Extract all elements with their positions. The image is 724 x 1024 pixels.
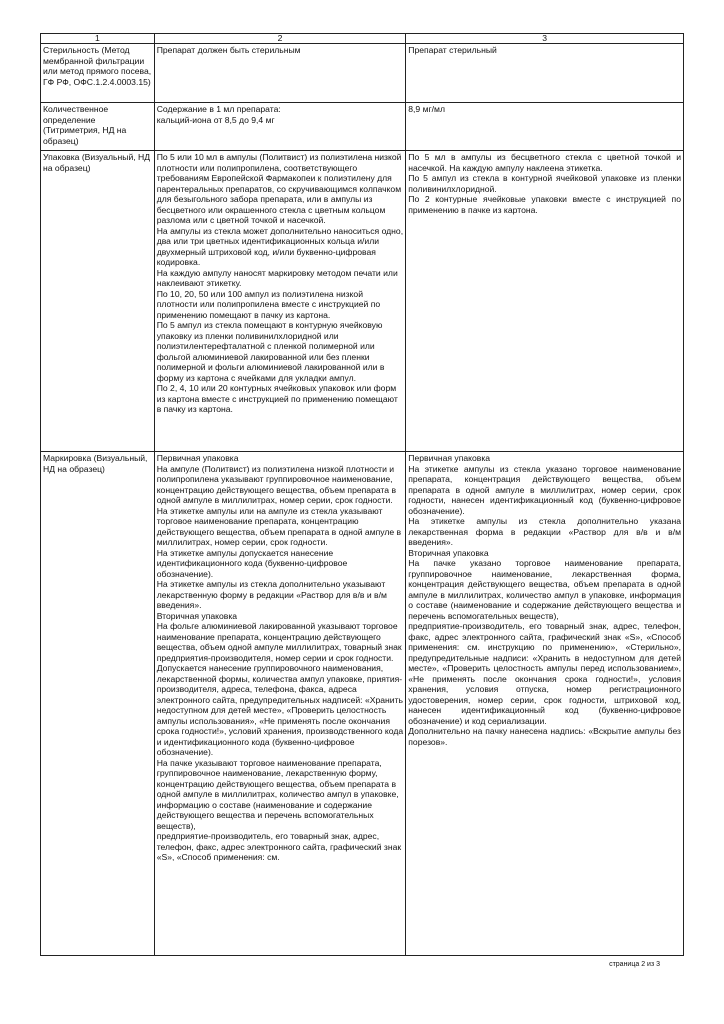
page-number: страница 2 из 3 (609, 961, 660, 968)
parameter-cell (41, 103, 155, 151)
table-header-row (41, 34, 684, 44)
requirement-cell (154, 452, 406, 956)
requirement-cell (154, 103, 406, 151)
table-row-assay (41, 103, 684, 151)
result-text: По 5 мл в ампулы из бесцветного стекла с цветной точкой и насечкой. На каждую ампулу наклеена этикетка. По 5 ампул из стекла в контурной ячейковой упаковке из пленки поливинилхлоридной. По 2 контурные ячейковые упаковки вместе с инструкцией по применению в пачке из картона. (408, 152, 681, 215)
table-row-sterility (41, 44, 684, 103)
table-row-labeling (41, 452, 684, 956)
parameter-text: Стерильность (Метод мембранной фильтрации или метод прямого посева, ГФ РФ, ОФС.1.2.4.0003.15) (43, 45, 152, 87)
requirement-text: Содержание в 1 мл препарата: кальций-иона от 8,5 до 9,4 мг (156, 104, 281, 125)
result-text: Первичная упаковка На этикетке ампулы из стекла указано торговое наименование препарата, концентрация действующего вещества, объем препарата в одной ампуле в миллилитрах, номер серии, срок годности, нанесен идентификационный код (буквенно-цифровое обозначение). На этикетке ампулы из стекла дополнительно указана лекарственная форма в редакции «Раствор для в/в и в/м введения». Вторичная упаковка На пачке указано торговое наименование препарата, группировочное наименование, лекарственная форма, концентрация действующего вещества, объем препарата в одной ампуле в миллилитрах, количество ампул в упаковке, информация о составе (наименование и содержание действующего вещества и перечень вспомогательных веществ), предприятие-производитель, его товарный знак, адрес, телефон, факс, адрес электронного сайта, графический знак «S», «Способ применения: см. инструкцию по применению», «Стерильно», предупредительные надписи: «Хранить в недоступном для детей месте», «Проверить целостность ампулы перед использованием», «Не применять после окончания срока годности!», условия хранения, условия отпуска, номер регистрационного удостоверения, номер серии, срок годности, штриховой код, нанесен идентификационный код (буквенно-цифровое обозначение) и код сериализации. Дополнительно на пачку нанесена надпись: «Вскрытие ампулы без порезов». (408, 453, 681, 747)
parameter-text: Количественное определение (Титриметрия, НД на образец) (43, 104, 127, 146)
requirement-text: Первичная упаковка На ампуле (Политвист) из полиэтилена низкой плотности и полипропилена указывают группировочное наименование, концентрацию действующего вещества, объем препарата в одной ампуле в миллилитрах, номер серии, срок годности. На этикетке ампулы или на ампуле из стекла указывают торговое наименование препарата, концентрацию действующего вещества, объем препарата в одной ампуле в миллилитрах, номер серии, срок годности. На этикетке ампулы допускается нанесение идентификационного кода (буквенно-цифровое обозначение). На этикетке ампулы из стекла дополнительно указывают лекарственную форму в редакции «Раствор для в/в и в/м введения». Вторичная упаковка На фольге алюминиевой лакированной указывают торговое наименование препарата, концентрацию действующего вещества, объем одной ампуле миллилитрах, товарный знак предприятия-производителя, номер серии и срок годности. Допускается нанесение группировочного наименования, лекарственной формы, количества ампул упаковке, приятия-производителя, адреса, телефона, факса, адреса электронного сайта, предупредительных надписей: «Хранить недоступном для детей месте», «Проверить целостность ампулы использования», «Не применять после окончания срока годности!», условий хранения, производственного кода и идентификационного кода (буквенно-цифровое обозначение). На пачке указывают торговое наименование препарата, группировочное наименование, лекарственную форму, концентрацию действующего вещества, объем препарата в одной ампуле в миллилитрах, количество ампул в упаковке, информацию о составе (наименование и содержание действующего вещества и перечень вспомогательных веществ), предприятие-производитель, его товарный знак, адрес, телефон, факс, адрес электронного сайта, графический знак «S», «Способ применения: см. (156, 453, 404, 862)
parameter-cell (41, 44, 155, 103)
result-cell (406, 452, 684, 956)
result-text: 8,9 мг/мл (408, 104, 445, 114)
header-col-2: 2 (154, 34, 406, 44)
requirement-cell (154, 44, 406, 103)
result-cell (406, 103, 684, 151)
parameter-text: Маркировка (Визуальный, НД на образец) (43, 453, 148, 474)
result-text: Препарат стерильный (408, 45, 497, 55)
result-cell (406, 151, 684, 452)
parameter-cell (41, 452, 155, 956)
table-row-packaging (41, 151, 684, 452)
requirement-text: По 5 или 10 мл в ампулы (Политвист) из полиэтилена низкой плотности или полипропилена, соответствующего требованиям Европейской Фармакопеи к полиэтилену для парентеральных препаратов, со скручивающимся колпачком для безыгольного забора препарата, или в ампулы из бесцветного или окрашенного стекла с цветным кольцом разлома или с цветной точкой и насечкой. На ампулы из стекла может дополнительно наноситься одно, два или три цветных идентификационных кольца и/или двухмерный штриховой код, и/или буквенно-цифровая кодировка. На каждую ампулу наносят маркировку методом печати или наклеивают этикетку. По 10, 20, 50 или 100 ампул из полиэтилена низкой плотности или полипропилена вместе с инструкцией по применению помещают в пачку из картона. По 5 ампул из стекла помещают в контурную ячейковую упаковку из пленки поливинилхлоридной или полиэтилентерефталатной с пленкой полимерной или фольгой алюминиевой лакированной или без пленки полимерной и фольги алюминиевой лакированной или в форму из картона с ячейками для укладки ампул. По 2, 4, 10 или 20 контурных ячейковых упаковок или форм из картона вместе с инструкцией по применению помещают в пачку из картона. (156, 152, 404, 414)
parameter-text: Упаковка (Визуальный, НД на образец) (43, 152, 151, 173)
requirement-text: Препарат должен быть стерильным (156, 45, 301, 55)
specification-table (40, 33, 684, 956)
header-col-3: 3 (406, 34, 684, 44)
parameter-cell (41, 151, 155, 452)
requirement-cell (154, 151, 406, 452)
result-cell (406, 44, 684, 103)
header-col-1: 1 (41, 34, 155, 44)
